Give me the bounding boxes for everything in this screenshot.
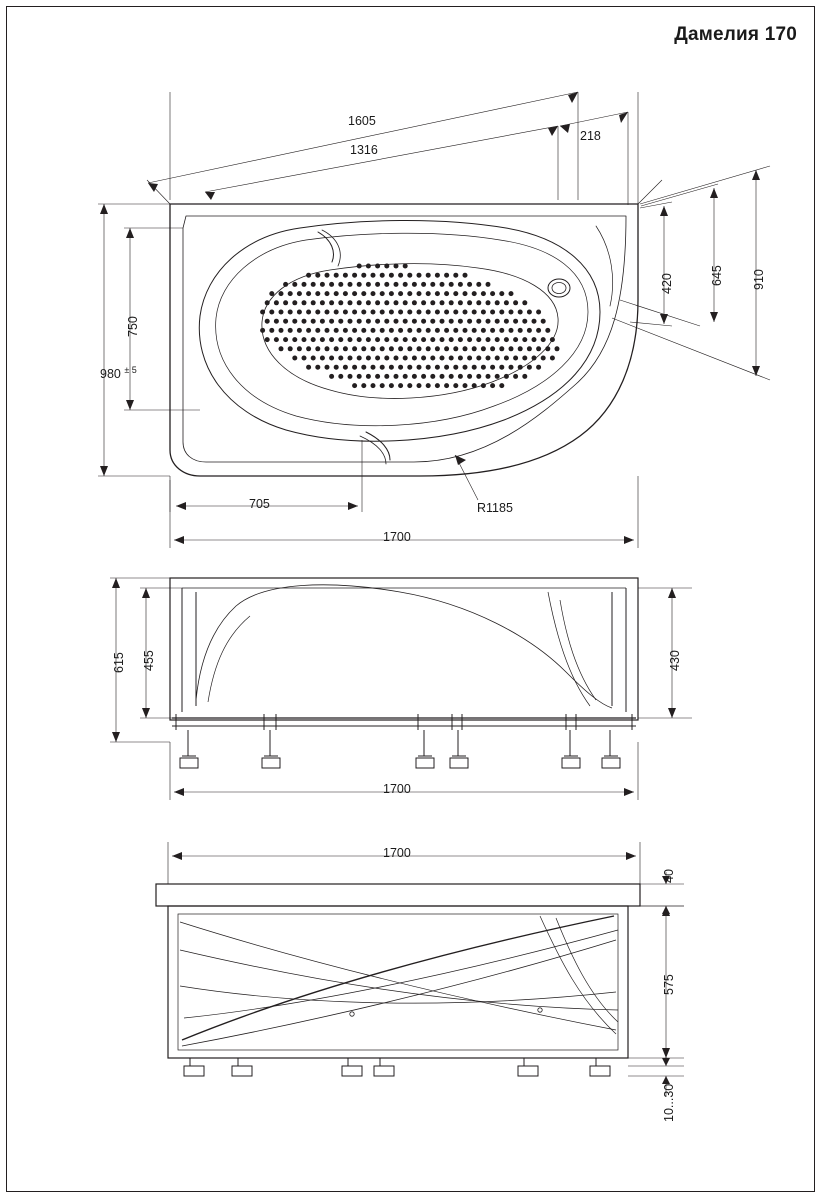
dimension-label-10-30: 10...30 — [662, 1083, 676, 1122]
dimension-label-750: 750 — [126, 316, 140, 337]
dimension-label-420: 420 — [660, 273, 674, 294]
dimension-label-430: 430 — [668, 650, 682, 671]
page-title: Дамелия 170 — [674, 24, 797, 45]
dimension-label-1700-top: 1700 — [383, 530, 411, 544]
antislip-texture — [260, 264, 559, 389]
dimension-label-r1185: R1185 — [477, 501, 513, 515]
dimension-label-40: 40 — [662, 869, 676, 883]
dimension-label-218: 218 — [580, 129, 601, 143]
dimension-label-575: 575 — [662, 974, 676, 995]
dimension-label-1316: 1316 — [350, 143, 378, 157]
dimension-label-645: 645 — [710, 265, 724, 286]
dimension-label-1605: 1605 — [348, 114, 376, 128]
dimension-label-910: 910 — [752, 269, 766, 290]
dimension-label-1700-side: 1700 — [383, 782, 411, 796]
dimension-label-455: 455 — [142, 650, 156, 671]
dimension-label-980: 980 $^{\pm 5}$ — [100, 364, 137, 381]
dimension-label-1700-front: 1700 — [383, 846, 411, 860]
dimension-label-615: 615 — [112, 652, 126, 673]
dimension-label-705: 705 — [249, 497, 270, 511]
